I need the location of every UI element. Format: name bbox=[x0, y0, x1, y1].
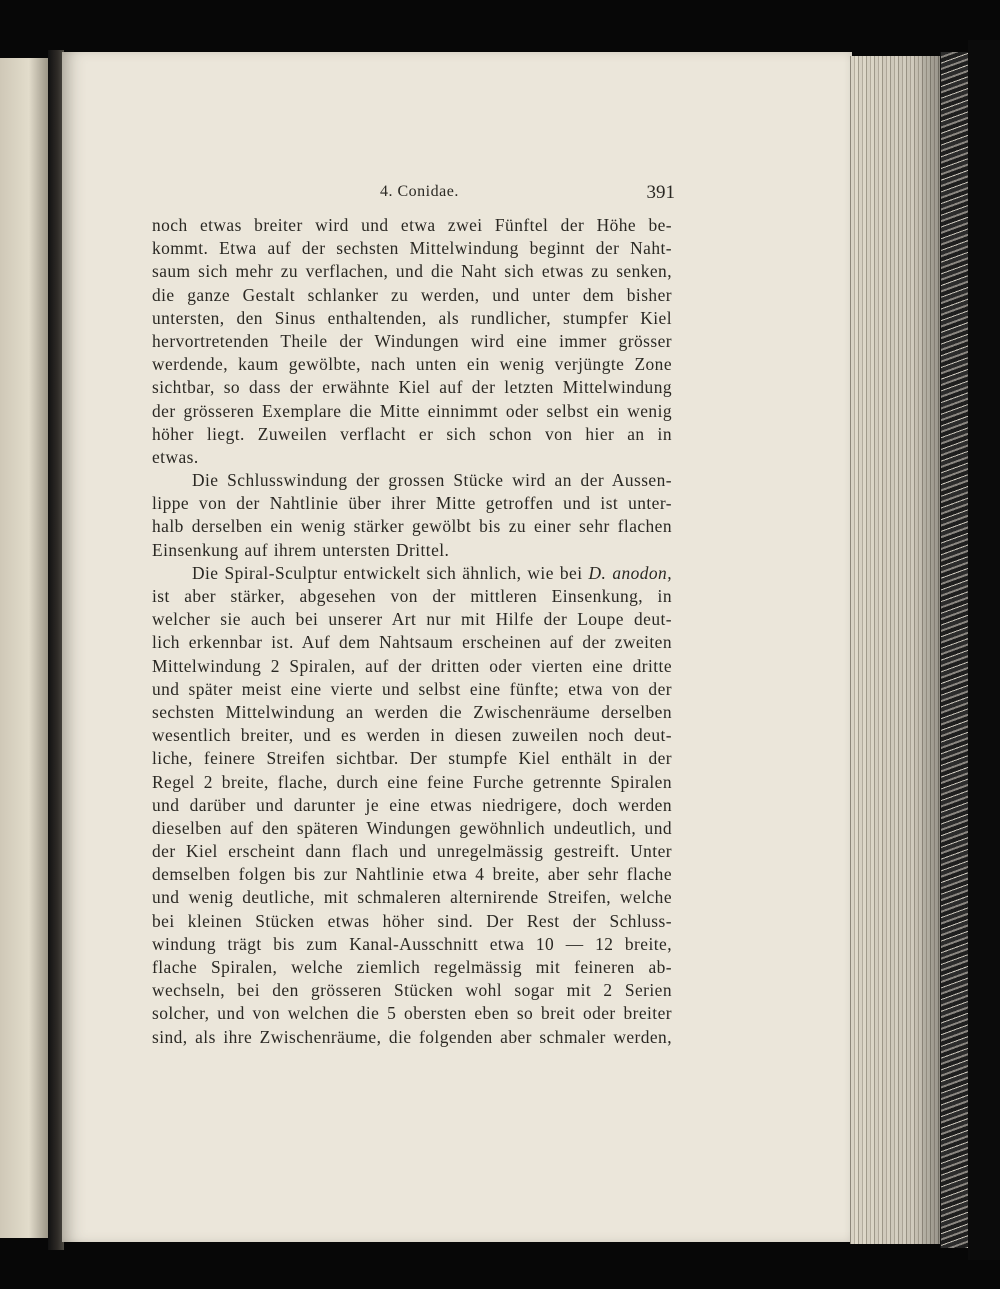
text-line: bei kleinen Stücken etwas höher sind. Der Rest der Schluss- bbox=[152, 910, 672, 931]
text-line: solcher, und von welchen die 5 obersten eben so breit oder breiter bbox=[152, 1003, 672, 1024]
page-number: 391 bbox=[646, 182, 675, 203]
text-line: und wenig deutliche, mit schmaleren alternirende Streifen, welche bbox=[152, 887, 672, 908]
text-line: dieselben auf den späteren Windungen gewöhnlich undeutlich, und bbox=[152, 817, 672, 838]
text-line: der grösseren Exemplare die Mitte einnimmt oder selbst ein wenig bbox=[152, 400, 672, 421]
section-title: 4. Conidae. bbox=[380, 183, 459, 200]
marbled-cover-edge bbox=[940, 52, 969, 1248]
text-fragment: Die Spiral-Sculptur entwickelt sich ähnlich, wie bei bbox=[192, 562, 589, 583]
text-line: demselben folgen bis zur Nahtlinie etwa 4 breite, aber sehr flache bbox=[152, 864, 672, 885]
text-line: kommt. Etwa auf der sechsten Mittelwindung beginnt der Naht- bbox=[152, 238, 672, 259]
text-line: wesentlich breiter, und es werden in diesen zuweilen noch deut- bbox=[152, 725, 672, 746]
running-head bbox=[62, 183, 852, 209]
paragraph-start: Die Schlusswindung der grossen Stücke wird an der Aussen- bbox=[192, 470, 672, 491]
text-line: wechseln, bei den grösseren Stücken wohl sogar mit 2 Serien bbox=[152, 980, 672, 1001]
page-edge-shading bbox=[850, 56, 942, 1244]
previous-page-edge bbox=[0, 58, 50, 1238]
text-line: liche, feinere Streifen sichtbar. Der stumpfe Kiel enthält in der bbox=[152, 748, 672, 769]
text-line: ist aber stärker, abgesehen von der mittleren Einsenkung, in bbox=[152, 586, 672, 606]
text-line: flache Spiralen, welche ziemlich regelmässig mit feineren ab- bbox=[152, 957, 672, 977]
text-line: untersten, den Sinus enthaltenden, als rundlicher, stumpfer Kiel bbox=[152, 307, 672, 328]
text-line: sechsten Mittelwindung an werden die Zwischenräume derselben bbox=[152, 701, 672, 722]
text-line: noch etwas breiter wird und etwa zwei Fünftel der Höhe be- bbox=[152, 215, 672, 235]
text-line: und darüber und darunter je eine etwas niedrigere, doch werden bbox=[152, 794, 672, 815]
text-line: der Kiel erscheint dann flach und unregelmässig gestreift. Unter bbox=[152, 841, 672, 862]
text-line: werdende, kaum gewölbte, nach unten ein wenig verjüngte Zone bbox=[152, 354, 672, 375]
background bbox=[968, 40, 1000, 1260]
text-line: saum sich mehr zu verflachen, und die Naht sich etwas zu senken, bbox=[152, 261, 672, 282]
text-line: hervortretenden Theile der Windungen wird eine immer grösser bbox=[152, 330, 672, 351]
text-line: etwas. bbox=[152, 446, 199, 467]
text-line: lich erkennbar ist. Auf dem Nahtsaum erscheinen auf der zweiten bbox=[152, 632, 672, 653]
paragraph-start bbox=[152, 562, 672, 585]
text-line: welcher sie auch bei unserer Art nur mit Hilfe der Loupe deut- bbox=[152, 609, 672, 630]
text-line: halb derselben ein wenig stärker gewölbt bis zu einer sehr flachen bbox=[152, 516, 672, 537]
text-line: Mittelwindung 2 Spiralen, auf der dritten oder vierten eine dritte bbox=[152, 655, 672, 676]
text-line: sind, als ihre Zwischenräume, die folgenden aber schmaler werden, bbox=[152, 1026, 672, 1047]
text-line: sichtbar, so dass der erwähnte Kiel auf der letzten Mittelwindung bbox=[152, 377, 672, 398]
text-line: lippe von der Nahtlinie über ihrer Mitte getroffen und ist unter- bbox=[152, 493, 672, 514]
text-line: die ganze Gestalt schlanker zu werden, und unter dem bisher bbox=[152, 284, 672, 305]
text-line: windung trägt bis zum Kanal-Ausschnitt etwa 10 — 12 breite, bbox=[152, 933, 672, 954]
text-line: Regel 2 breite, flache, durch eine feine Furche getrennte Spiralen bbox=[152, 771, 672, 792]
text-line: und später meist eine vierte und selbst eine fünfte; etwa von der bbox=[152, 678, 672, 699]
body-text bbox=[152, 214, 672, 1049]
text-line: Einsenkung auf ihrem untersten Drittel. bbox=[152, 539, 450, 560]
species-reference: D. anodon, bbox=[588, 562, 672, 583]
text-line: höher liegt. Zuweilen verflacht er sich schon von hier an in bbox=[152, 423, 672, 444]
